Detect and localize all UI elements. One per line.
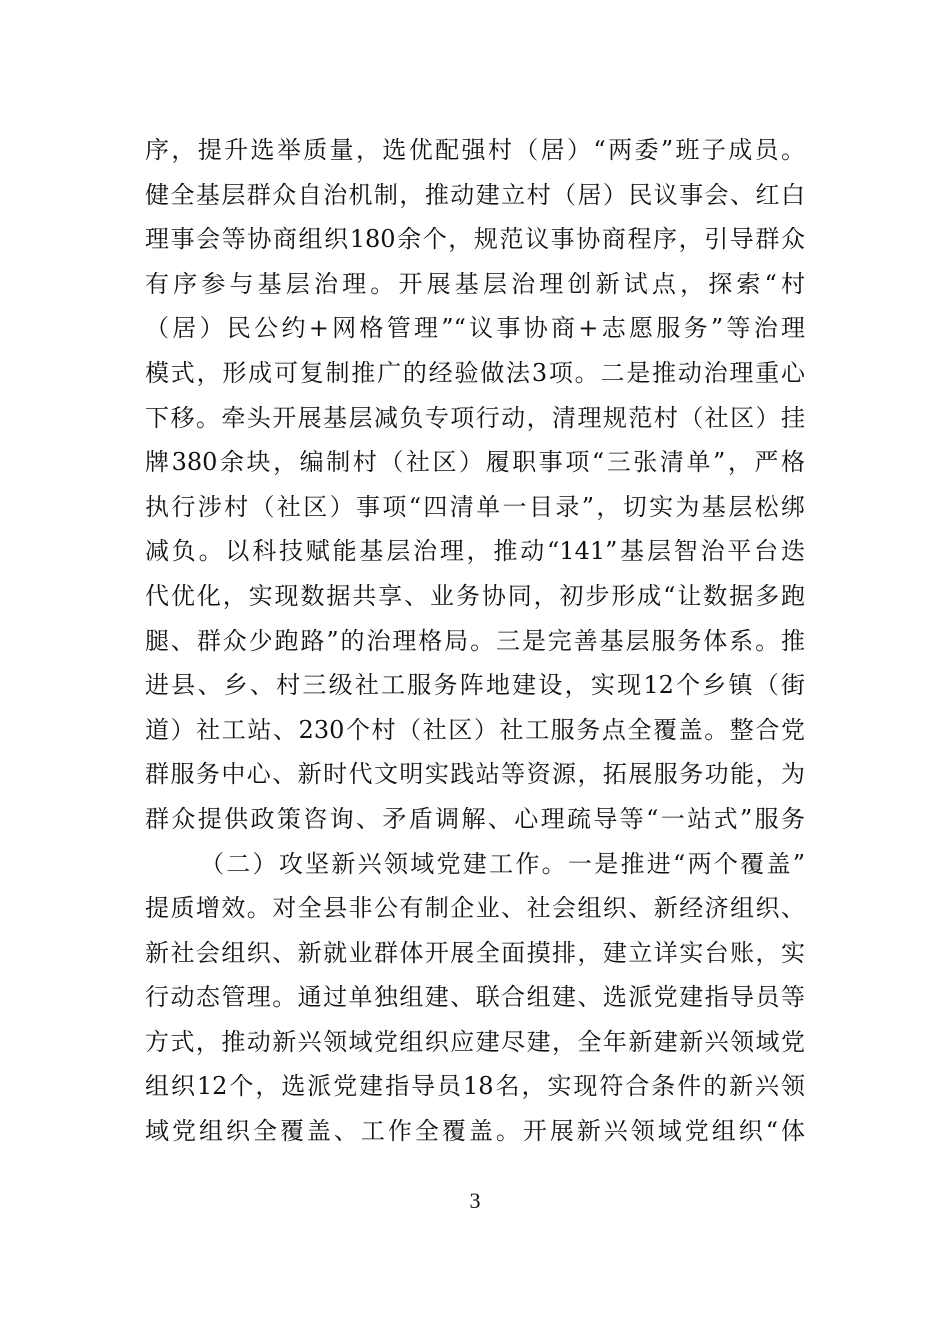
paragraph-line: 腿、群众少跑路”的治理格局。三是完善基层服务体系。推 bbox=[145, 626, 805, 655]
paragraph-line: 群服务中心、新时代文明实践站等资源，拓展服务功能，为 bbox=[145, 760, 805, 789]
paragraph-line: 提质增效。对全县非公有制企业、社会组织、新经济组织、 bbox=[145, 894, 805, 923]
paragraph-line: 牌380余块，编制村（社区）履职事项“三张清单”，严格 bbox=[145, 448, 805, 477]
paragraph-line: 序，提升选举质量，选优配强村（居）“两委”班子成员。 bbox=[145, 136, 805, 164]
body-text bbox=[145, 128, 805, 1154]
paragraph-line: 组织12个，选派党建指导员18名，实现符合条件的新兴领 bbox=[145, 1072, 805, 1101]
paragraph-line: 域党组织全覆盖、工作全覆盖。开展新兴领域党组织“体 bbox=[145, 1117, 805, 1146]
paragraph-line: 模式，形成可复制推广的经验做法3项。二是推动治理重心 bbox=[145, 358, 805, 387]
paragraph-line: 道）社工站、230个村（社区）社工服务点全覆盖。整合党 bbox=[145, 715, 805, 744]
paragraph-line: 有序参与基层治理。开展基层治理创新试点，探索“村 bbox=[145, 269, 805, 298]
paragraph-line: 健全基层群众自治机制，推动建立村（居）民议事会、红白 bbox=[145, 180, 805, 209]
paragraph-line: 行动态管理。通过单独组建、联合组建、选派党建指导员等 bbox=[145, 983, 805, 1012]
paragraph-line: 下移。牵头开展基层减负专项行动，清理规范村（社区）挂 bbox=[145, 403, 805, 432]
paragraph-line: 进县、乡、村三级社工服务阵地建设，实现12个乡镇（街 bbox=[145, 671, 805, 700]
paragraph-line: 新社会组织、新就业群体开展全面摸排，建立详实台账，实 bbox=[145, 938, 805, 967]
page-number: 3 bbox=[469, 1188, 481, 1213]
paragraph-line: 减负。以科技赋能基层治理，推动“141”基层智治平台迭 bbox=[145, 537, 805, 566]
paragraph-line: 方式，推动新兴领域党组织应建尽建，全年新建新兴领域党 bbox=[145, 1027, 805, 1056]
section-heading-line: （二）攻坚新兴领域党建工作。一是推进“两个覆盖” bbox=[200, 849, 805, 878]
paragraph-line: 执行涉村（社区）事项“四清单一目录”，切实为基层松绑 bbox=[145, 492, 805, 521]
paragraph-line: （居）民公约+网格管理”“议事协商+志愿服务”等治理 bbox=[145, 314, 805, 343]
paragraph-line: 理事会等协商组织180余个，规范议事协商程序，引导群众 bbox=[145, 225, 805, 254]
paragraph-line: 群众提供政策咨询、矛盾调解、心理疏导等“一站式”服务 bbox=[145, 804, 805, 833]
paragraph-line: 代优化，实现数据共享、业务协同，初步形成“让数据多跑 bbox=[145, 581, 805, 610]
